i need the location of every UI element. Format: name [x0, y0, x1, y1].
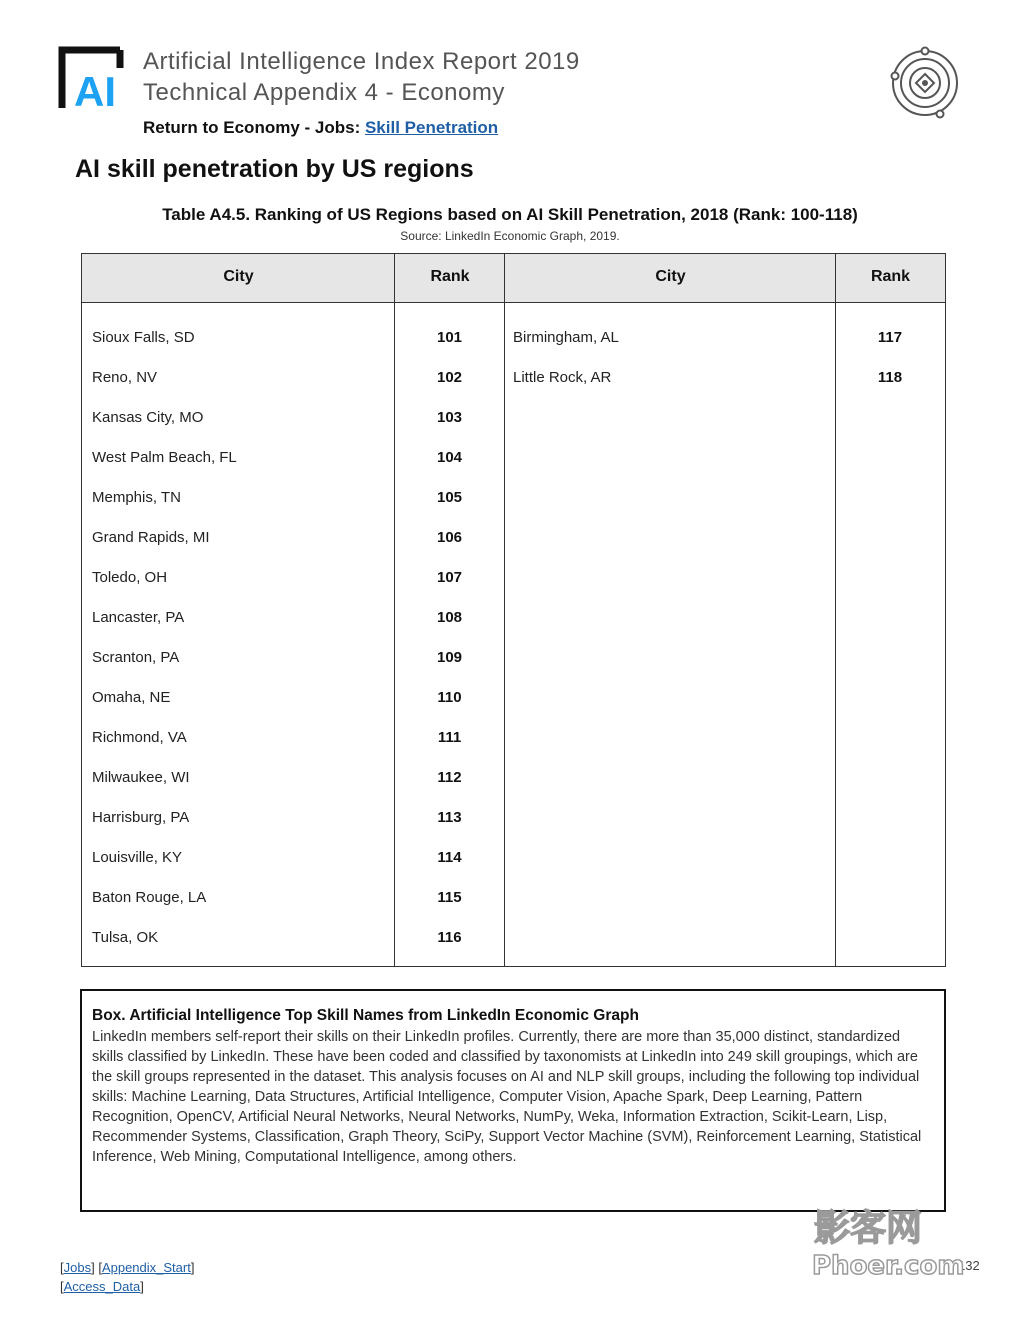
header-rank-left: Rank	[430, 268, 470, 285]
table-source: Source: LinkedIn Economic Graph, 2019.	[400, 229, 620, 243]
table-cell-city: Grand Rapids, MI	[92, 529, 210, 546]
right-city-column	[513, 318, 833, 398]
ai-index-logo	[58, 46, 130, 110]
table-cell-rank: 116	[437, 929, 462, 946]
access-data-link[interactable]: Access_Data	[63, 1279, 141, 1294]
table-cell-rank: 112	[437, 769, 462, 786]
return-nav	[143, 118, 498, 138]
footer-nav-line-2: [Access_Data]	[60, 1279, 144, 1294]
box-title: Box. Artificial Intelligence Top Skill Names from LinkedIn Economic Graph	[92, 1007, 639, 1024]
table-cell-rank: 106	[436, 529, 463, 546]
table-cell-rank: 104	[436, 449, 463, 466]
table-cell-city: Kansas City, MO	[92, 409, 204, 426]
table-cell-rank: 117	[877, 329, 903, 346]
table-cell-city: Milwaukee, WI	[92, 769, 190, 786]
table-cell-city: Birmingham, AL	[513, 329, 619, 346]
table-cell-city: Memphis, TN	[92, 489, 181, 506]
left-rank-column	[395, 318, 504, 958]
left-city-column	[92, 318, 392, 958]
appendix-start-link[interactable]: Appendix_Start	[101, 1260, 191, 1275]
watermark-line-1: 影客网	[814, 1208, 923, 1249]
table-cell-rank: 107	[436, 569, 463, 586]
concentric-orbit-emblem	[888, 46, 962, 120]
table-cell-city: Baton Rouge, LA	[92, 889, 207, 906]
table-cell-rank: 110	[437, 689, 462, 706]
table-cell-city: Lancaster, PA	[92, 609, 185, 626]
table-cell-city: Tulsa, OK	[92, 929, 159, 946]
report-title: Artificial Intelligence Index Report 2019	[143, 48, 580, 75]
skills-info-box	[80, 989, 946, 1212]
column-divider	[504, 254, 505, 966]
table-cell-city: Scranton, PA	[92, 649, 180, 666]
table-cell-city: Reno, NV	[92, 369, 158, 386]
table-cell-city: West Palm Beach, FL	[92, 449, 237, 466]
skill-penetration-link[interactable]: Skill Penetration	[364, 118, 499, 137]
table-cell-rank: 102	[436, 369, 463, 386]
table-cell-city: Omaha, NE	[92, 689, 171, 706]
section-title: AI skill penetration by US regions	[75, 155, 474, 183]
table-cell-rank: 101	[436, 329, 463, 346]
table-cell-rank: 109	[436, 649, 463, 666]
table-cell-city: Richmond, VA	[92, 729, 187, 746]
table-cell-city: Louisville, KY	[92, 849, 183, 866]
jobs-link[interactable]: Jobs	[63, 1260, 92, 1275]
table-cell-rank: 105	[436, 489, 463, 506]
table-cell-rank: 103	[436, 409, 463, 426]
ranking-table	[81, 253, 946, 967]
watermark	[808, 1200, 988, 1280]
footer-nav-line-1: [Jobs] [Appendix_Start]	[60, 1260, 195, 1275]
report-subtitle: Technical Appendix 4 - Economy	[143, 79, 505, 106]
table-cell-rank: 118	[877, 369, 903, 386]
table-cell-rank: 115	[437, 889, 462, 906]
table-title: Table A4.5. Ranking of US Regions based on AI Skill Penetration, 2018 (Rank: 100-118)	[162, 205, 858, 224]
table-cell-city: Toledo, OH	[92, 569, 168, 586]
watermark-line-2: Phoer.com	[812, 1251, 965, 1280]
return-prefix: Return to Economy - Jobs:	[143, 118, 365, 137]
table-cell-city: Sioux Falls, SD	[92, 329, 195, 346]
table-cell-city: Little Rock, AR	[513, 369, 612, 386]
table-cell-rank: 114	[437, 849, 462, 866]
table-cell-city: Harrisburg, PA	[92, 809, 190, 826]
right-rank-column	[836, 318, 944, 398]
header-rank-right: Rank	[870, 268, 911, 285]
header-city-right: City	[655, 268, 686, 285]
header-city-left: City	[223, 268, 254, 285]
page-number: 132	[958, 1258, 980, 1273]
table-cell-rank: 108	[436, 609, 463, 626]
table-cell-rank: 113	[437, 809, 462, 826]
logo-text: AI	[74, 68, 116, 110]
box-body: LinkedIn members self-report their skills on their LinkedIn profiles. Currently, there are more than 35,000 distinct, standardized skills classified by LinkedIn. These have been coded and classified by taxonomists at LinkedIn into 249 skill groupings, which are the skill groups represented in the dataset. This analysis focuses on AI and NLP skill groups, including the following top individual skills: Machine Learning, Data Structures, Artificial Intelligence, Computer Vision, Apache Spark, Deep Learning, Pattern Recognition, OpenCV, Artificial Neural Networks, Neural Networks, NumPy, Weka, Information Extraction, Scikit-Learn, Lisp, Recommender Systems, Classification, Graph Theory, SciPy, Support Vector Machine (SVM), Reinforcement Learning, Statistical Inference, Web Mining, Computational Intelligence, among others.	[92, 1029, 922, 1165]
table-cell-rank: 111	[437, 729, 462, 746]
